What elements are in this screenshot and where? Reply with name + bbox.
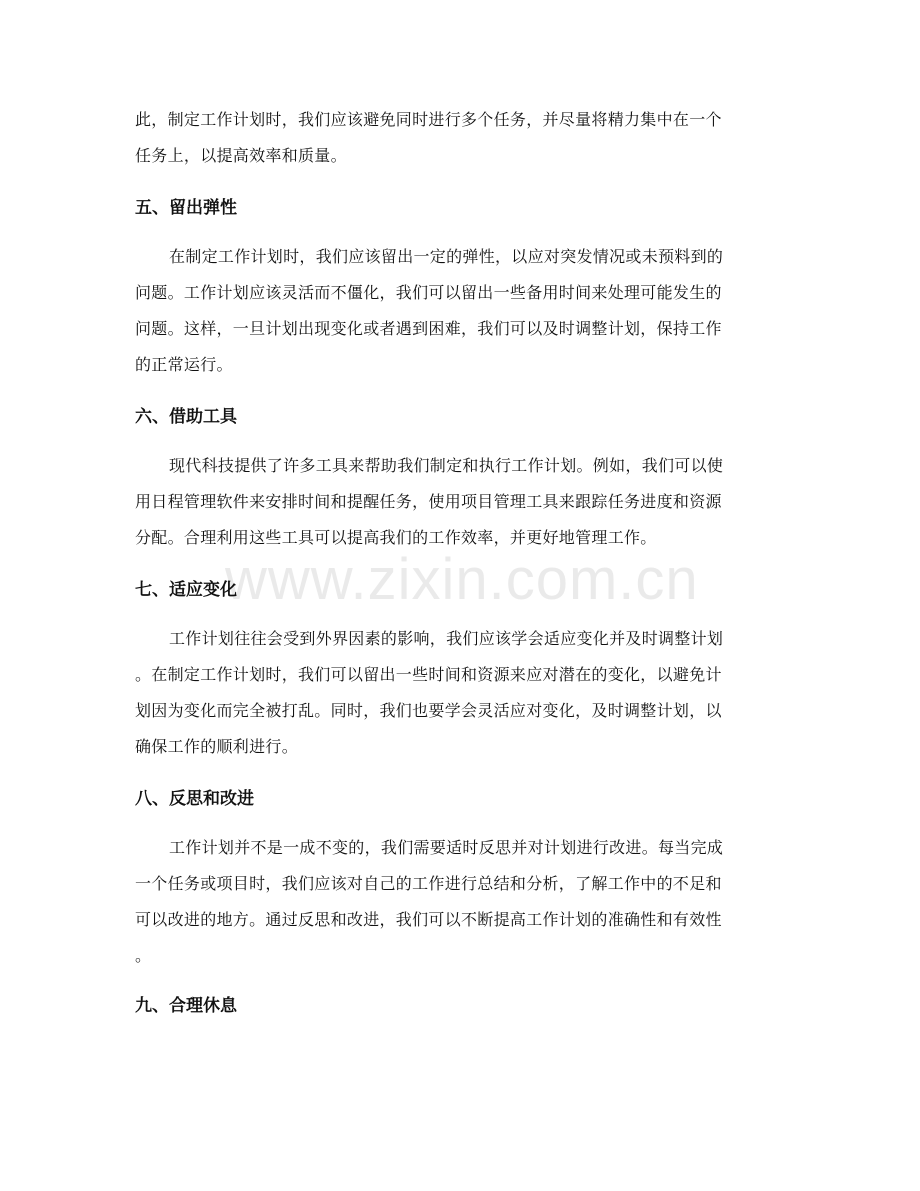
- section-heading: 八、反思和改进: [135, 789, 254, 809]
- paragraph-line: 划因为变化而完全被打乱。同时，我们也要学会灵活应对变化，及时调整计划，以: [135, 701, 722, 720]
- paragraph-line: 分配。合理利用这些工具可以提高我们的工作效率，并更好地管理工作。: [135, 528, 657, 547]
- section-heading: 七、适应变化: [135, 580, 237, 600]
- paragraph-line: 的正常运行。: [135, 355, 233, 374]
- paragraph-line: 问题。工作计划应该灵活而不僵化，我们可以留出一些备用时间来处理可能发生的: [135, 283, 722, 302]
- section-heading: 九、合理休息: [135, 996, 237, 1016]
- paragraph-line: 一个任务或项目时，我们应该对自己的工作进行总结和分析，了解工作中的不足和: [135, 874, 722, 893]
- paragraph-line: 可以改进的地方。通过反思和改进，我们可以不断提高工作计划的准确性和有效性: [135, 910, 722, 929]
- paragraph-line: 在制定工作计划时，我们应该留出一定的弹性，以应对突发情况或未预料到的: [169, 247, 724, 266]
- paragraph-line: 任务上，以提高效率和质量。: [135, 146, 347, 165]
- paragraph-line: 此，制定工作计划时，我们应该避免同时进行多个任务，并尽量将精力集中在一个: [135, 110, 722, 129]
- paragraph-line: 。在制定工作计划时，我们可以留出一些时间和资源来应对潜在的变化，以避免计: [135, 665, 722, 684]
- paragraph-line: 确保工作的顺利进行。: [135, 737, 299, 756]
- paragraph-line: 。: [135, 946, 152, 965]
- paragraph-line: 现代科技提供了许多工具来帮助我们制定和执行工作计划。例如，我们可以使: [169, 456, 724, 475]
- watermark: www.zixin.com.cn: [225, 547, 699, 612]
- paragraph-line: 工作计划往往会受到外界因素的影响，我们应该学会适应变化并及时调整计划: [169, 629, 724, 648]
- section-heading: 六、借助工具: [135, 407, 237, 427]
- paragraph-line: 问题。这样，一旦计划出现变化或者遇到困难，我们可以及时调整计划，保持工作: [135, 319, 722, 338]
- paragraph-line: 工作计划并不是一成不变的，我们需要适时反思并对计划进行改进。每当完成: [169, 838, 724, 857]
- section-heading: 五、留出弹性: [135, 198, 237, 218]
- paragraph-line: 用日程管理软件来安排时间和提醒任务，使用项目管理工具来跟踪任务进度和资源: [135, 492, 722, 511]
